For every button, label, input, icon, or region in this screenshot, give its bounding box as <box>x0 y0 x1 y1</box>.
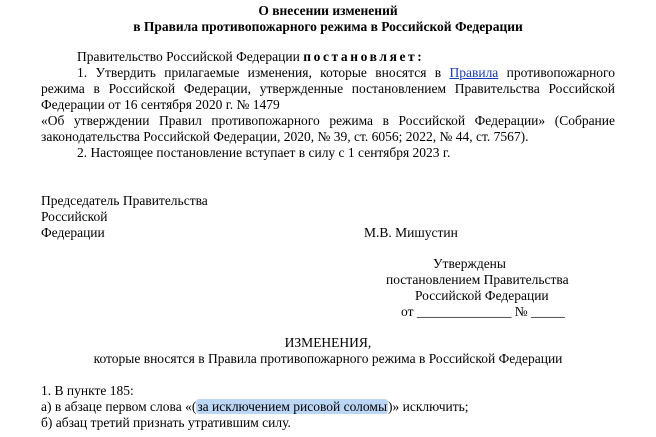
paragraph-2: 2. Настоящее постановление вступает в силу с 1 сентября 2023 г. <box>77 145 451 160</box>
doc-title-line2: в Правила противопожарного режима в Российской Федерации <box>133 19 523 34</box>
p1-end: противопожарного <box>498 65 615 80</box>
changes-item-a <box>41 399 469 414</box>
changes-item-b: б) абзац третий признать утратившим силу. <box>41 415 291 430</box>
signatory-title-line3: Федерации <box>41 225 105 240</box>
approval-line1: Утверждены <box>433 256 506 271</box>
approval-line3: Российской Федерации <box>415 288 549 303</box>
decree-intro <box>77 49 424 64</box>
item-a-start: а) в абзаце первом слова «( <box>41 399 197 414</box>
signatory-title-line1: Председатель Правительства <box>41 193 208 208</box>
paragraph-1-line1 <box>77 65 615 80</box>
paragraph-1-line5: законодательства Российской Федерации, 2020, № 39, ст. 6056; 2022, № 44, ст. 7567). <box>41 129 529 144</box>
selected-text-highlight[interactable]: за исключением рисовой соломы <box>197 399 388 414</box>
changes-heading: ИЗМЕНЕНИЯ, <box>284 335 372 350</box>
item-a-end: )» исключить; <box>388 399 469 414</box>
rules-link[interactable]: Правила <box>449 65 499 80</box>
paragraph-1-line3: Федерации от 16 сентября 2020 г. № 1479 <box>41 97 280 112</box>
paragraph-1-line2: режима в Российской Федерации, утвержденные постановлением Правительства Российской <box>41 81 615 96</box>
doc-title-line1: О внесении изменений <box>258 3 398 18</box>
approval-line4: от ______________ № _____ <box>401 304 565 319</box>
signatory-title-line2: Российской <box>41 209 108 224</box>
decree-intro-verb: постановляет: <box>303 49 425 64</box>
changes-subheading: которые вносятся в Правила противопожарного режима в Российской Федерации <box>93 351 563 366</box>
signatory-name: М.В. Мишустин <box>364 225 458 240</box>
paragraph-1-line4: «Об утверждении Правил противопожарного режима в Российской Федерации» (Собрание <box>41 113 615 128</box>
p1-start: 1. Утвердить прилагаемые изменения, которые вносятся в <box>77 65 450 80</box>
changes-item-1: 1. В пункте 185: <box>41 383 134 398</box>
approval-line2: постановлением Правительства <box>386 272 569 287</box>
decree-intro-text: Правительство Российской Федерации <box>77 49 304 64</box>
